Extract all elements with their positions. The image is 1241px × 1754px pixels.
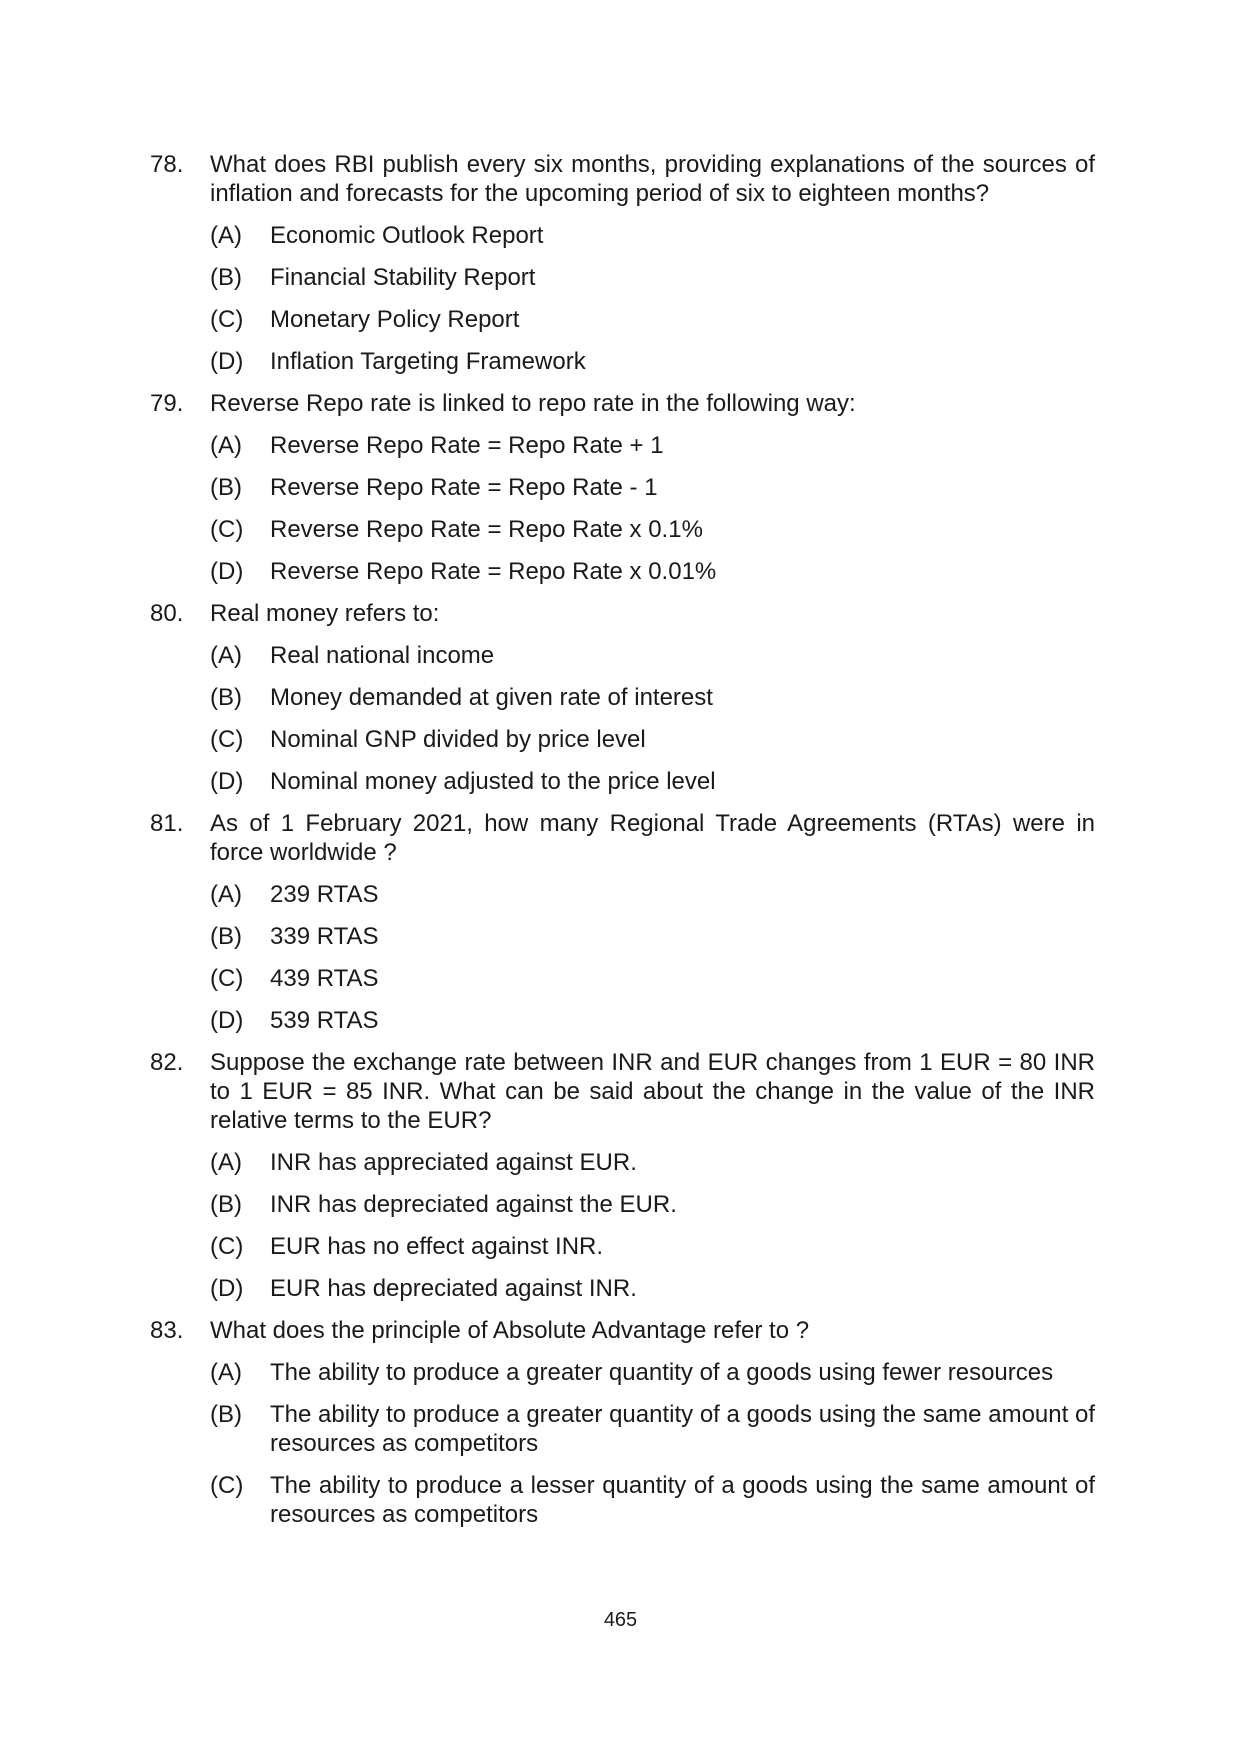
option-label: (A) <box>210 1359 242 1386</box>
option-text: Reverse Repo Rate = Repo Rate + 1 <box>270 432 664 459</box>
option-text: 339 RTAS <box>270 923 379 950</box>
option-text: Reverse Repo Rate = Repo Rate - 1 <box>270 474 658 501</box>
option-b <box>210 683 1095 712</box>
question-text: Reverse Repo rate is linked to repo rate in the following way: <box>210 390 856 417</box>
option-label: (A) <box>210 222 242 249</box>
option-label: (A) <box>210 1149 242 1176</box>
option-label: (A) <box>210 432 242 459</box>
question-81 <box>150 809 1095 1035</box>
option-text: The ability to produce a lesser quantity of a goods using the same amount of resources as competitors <box>270 1472 1095 1528</box>
option-label: (C) <box>210 965 244 992</box>
option-text: Economic Outlook Report <box>270 222 544 249</box>
option-text: Inflation Targeting Framework <box>270 348 586 375</box>
question-number: 78. <box>150 151 184 178</box>
option-c <box>210 725 1095 754</box>
question-number: 79. <box>150 390 184 417</box>
option-text: Financial Stability Report <box>270 264 536 291</box>
question-text: Real money refers to: <box>210 600 440 627</box>
option-a <box>210 1148 1095 1177</box>
option-label: (C) <box>210 1472 244 1499</box>
question-list <box>150 150 1095 1542</box>
option-text: The ability to produce a greater quantity of a goods using fewer resources <box>270 1359 1054 1386</box>
option-label: (A) <box>210 642 242 669</box>
option-text: EUR has depreciated against INR. <box>270 1275 637 1302</box>
question-83 <box>150 1316 1095 1529</box>
question-79 <box>150 389 1095 586</box>
option-a <box>210 880 1095 909</box>
option-d <box>210 1274 1095 1303</box>
option-text: INR has appreciated against EUR. <box>270 1149 637 1176</box>
page-number: 465 <box>603 1609 638 1631</box>
option-text: 439 RTAS <box>270 965 379 992</box>
option-a <box>210 431 1095 460</box>
option-b <box>210 922 1095 951</box>
option-label: (D) <box>210 1275 244 1302</box>
option-label: (B) <box>210 264 242 291</box>
option-c <box>210 305 1095 334</box>
option-label: (A) <box>210 881 242 908</box>
question-82 <box>150 1048 1095 1303</box>
option-d <box>210 1006 1095 1035</box>
option-label: (D) <box>210 558 244 585</box>
option-label: (D) <box>210 1007 244 1034</box>
option-text: Reverse Repo Rate = Repo Rate x 0.01% <box>270 558 717 585</box>
option-c <box>210 1232 1095 1261</box>
question-text: What does RBI publish every six months, providing explanations of the sources of inflation and forecasts for the upcoming period of six to eighteen months? <box>210 151 1095 207</box>
option-text: Nominal GNP divided by price level <box>270 726 646 753</box>
option-d <box>210 767 1095 796</box>
option-b <box>210 1190 1095 1219</box>
option-text: Money demanded at given rate of interest <box>270 684 713 711</box>
option-a <box>210 641 1095 670</box>
option-text: Nominal money adjusted to the price level <box>270 768 716 795</box>
option-d <box>210 347 1095 376</box>
option-c <box>210 1471 1095 1529</box>
option-text: Reverse Repo Rate = Repo Rate x 0.1% <box>270 516 703 543</box>
question-number: 80. <box>150 600 184 627</box>
option-text: 239 RTAS <box>270 881 379 908</box>
question-number: 82. <box>150 1049 184 1076</box>
option-label: (C) <box>210 306 244 333</box>
question-number: 81. <box>150 810 184 837</box>
option-b <box>210 1400 1095 1458</box>
option-text: The ability to produce a greater quantity of a goods using the same amount of resources as competitors <box>270 1401 1095 1457</box>
option-label: (D) <box>210 348 244 375</box>
option-label: (B) <box>210 474 242 501</box>
option-d <box>210 557 1095 586</box>
question-78 <box>150 150 1095 376</box>
option-label: (D) <box>210 768 244 795</box>
question-number: 83. <box>150 1317 184 1344</box>
option-label: (B) <box>210 1191 242 1218</box>
option-label: (C) <box>210 516 244 543</box>
option-label: (B) <box>210 923 242 950</box>
option-label: (B) <box>210 684 242 711</box>
option-text: Monetary Policy Report <box>270 306 520 333</box>
option-label: (C) <box>210 726 244 753</box>
option-text: Real national income <box>270 642 495 669</box>
option-text: EUR has no effect against INR. <box>270 1233 604 1260</box>
question-text: Suppose the exchange rate between INR and EUR changes from 1 EUR = 80 INR to 1 EUR = 85 INR. What can be said about the change in the value of the INR relative terms to the EUR? <box>210 1049 1095 1134</box>
option-label: (C) <box>210 1233 244 1260</box>
option-c <box>210 964 1095 993</box>
option-label: (B) <box>210 1401 242 1428</box>
option-b <box>210 473 1095 502</box>
option-b <box>210 263 1095 292</box>
question-80 <box>150 599 1095 796</box>
option-a <box>210 1358 1095 1387</box>
option-text: 539 RTAS <box>270 1007 379 1034</box>
question-text: What does the principle of Absolute Advantage refer to ? <box>210 1317 810 1344</box>
option-a <box>210 221 1095 250</box>
option-text: INR has depreciated against the EUR. <box>270 1191 677 1218</box>
question-text: As of 1 February 2021, how many Regional Trade Agreements (RTAs) were in force worldwide ? <box>210 810 1095 866</box>
option-c <box>210 515 1095 544</box>
